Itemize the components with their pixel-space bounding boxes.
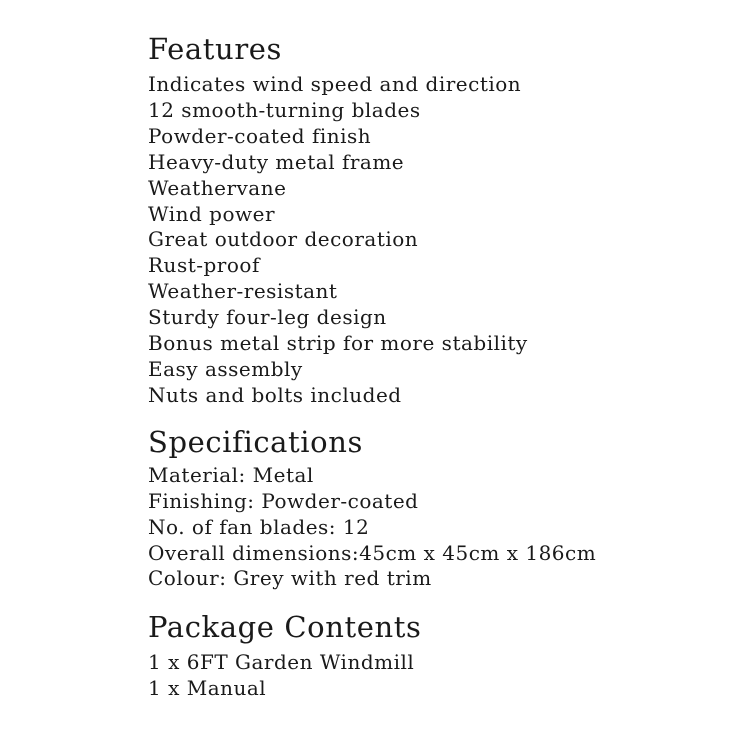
package-item: 1 x 6FT Garden Windmill — [148, 650, 415, 675]
feature-item: 12 smooth-turning blades — [148, 97, 421, 122]
package-contents-list — [148, 650, 738, 702]
feature-item: Nuts and bolts included — [148, 382, 402, 407]
specifications-list — [148, 463, 738, 593]
features-section — [148, 30, 738, 409]
feature-item: Weather-resistant — [148, 279, 338, 304]
features-list — [148, 72, 738, 409]
features-heading: Features — [148, 32, 283, 66]
feature-item: Wind power — [148, 201, 276, 226]
feature-item: Indicates wind speed and direction — [148, 72, 522, 96]
package-contents-heading: Package Contents — [148, 610, 422, 645]
specification-item: Colour: Grey with red trim — [148, 566, 432, 591]
feature-item: Bonus metal strip for more stability — [148, 331, 528, 356]
feature-item: Sturdy four-leg design — [148, 305, 387, 330]
feature-item: Easy assembly — [148, 356, 303, 381]
feature-item: Powder-coated finish — [148, 123, 372, 148]
specification-item: Finishing: Powder-coated — [148, 488, 419, 513]
package-item: 1 x Manual — [148, 676, 267, 701]
specification-item: No. of fan blades: 12 — [148, 514, 370, 539]
specifications-heading: Specifications — [148, 424, 363, 459]
feature-item: Great outdoor decoration — [148, 227, 419, 252]
specification-item: Overall dimensions:45cm x 45cm x 186cm — [148, 540, 597, 565]
feature-item: Rust-proof — [148, 253, 260, 278]
product-details — [148, 30, 738, 702]
package-contents-section — [148, 608, 738, 702]
feature-item: Heavy-duty metal frame — [148, 149, 405, 174]
specification-item: Material: Metal — [148, 462, 314, 487]
feature-item: Weathervane — [148, 175, 287, 200]
specifications-section — [148, 423, 738, 593]
